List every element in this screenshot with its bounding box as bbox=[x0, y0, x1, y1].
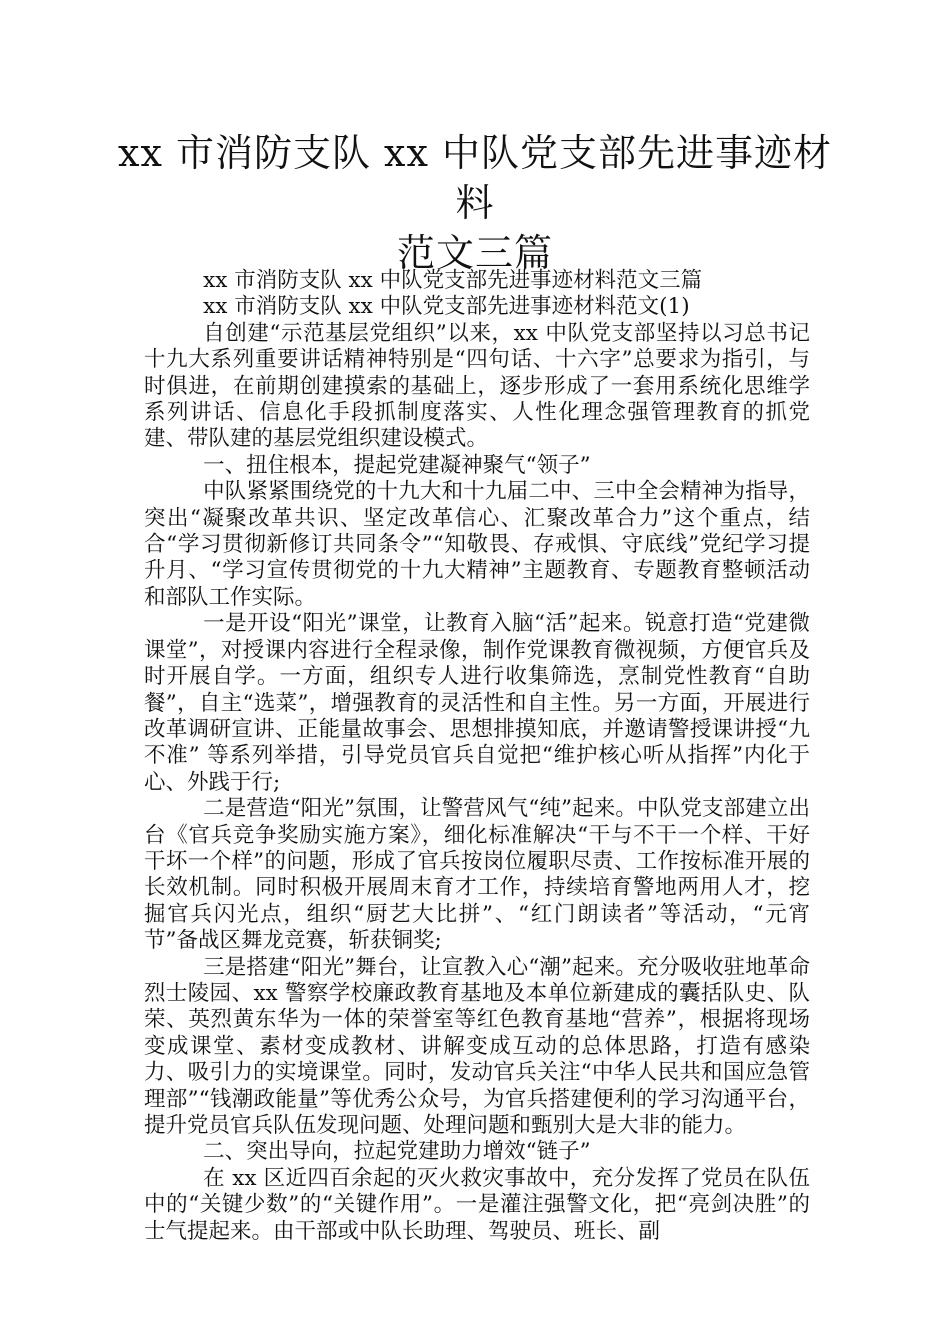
document-title bbox=[100, 128, 850, 278]
body-paragraph: 在 xx 区近四百余起的灭火救灾事故中，充分发挥了党员在队伍中的“关键少数”的“关键作用”。一是灌注强警文化，把“亮剑决胜”的士气提起来。由干部或中队长助理、驾驶员、班长、副 bbox=[144, 1165, 810, 1244]
document-body bbox=[144, 268, 810, 1245]
body-paragraph: 中队紧紧围绕党的十九大和十九届二中、三中全会精神为指导，突出“凝聚改革共识、坚定改革信心、汇聚改革合力”这个重点，结合“学习贯彻新修订共同条令”“知敬畏、存戒惧、守底线”党纪学习提升月、“学习宣传贯彻党的十九大精神”主题教育、专题教育整顿活动和部队工作实际。 bbox=[144, 479, 810, 610]
document-title-line-2: 范文三篇 bbox=[396, 231, 553, 275]
body-paragraph: 三是搭建“阳光”舞台，让宣教入心“潮”起来。充分吸收驻地革命烈士陵园、xx 警察学校廉政教育基地及本单位新建成的囊括队史、队荣、英烈黄东华为一体的荣誉室等红色教育基地“营养”，根据将现场变成课堂、素材变成教材、讲解变成互动的总体思路，打造有感染力、吸引力的实境课堂。同时，发动官兵关注“中华人民共和国应急管理部”“钱潮政能量”等优秀公众号，为官兵搭建便利的学习沟通平台，提升党员官兵队伍发现问题、处理问题和甄别大是大非的能力。 bbox=[144, 954, 810, 1138]
subtitle-paragraph: xx 市消防支队 xx 中队党支部先进事迹材料范文三篇 bbox=[203, 268, 703, 293]
document-title-line-1: xx 市消防支队 xx 中队党支部先进事迹材料 bbox=[118, 131, 832, 225]
body-paragraph: 一是开设“阳光”课堂，让教育入脑“活”起来。锐意打造“党建微课堂”，对授课内容进行全程录像，制作党课教育微视频，方便官兵及时开展自学。一方面，组织专人进行收集筛选，烹制党性教育“自助餐”，自主“选菜”，增强教育的灵活性和自主性。另一方面，开展进行改革调研宣讲、正能量故事会、思想排摸知底，并邀请警授课讲授“九不准” 等系列举措，引导党员官兵自觉把“维护核心听从指挥”内化于心、外践于行; bbox=[144, 611, 810, 795]
section-heading: 二、突出导向，拉起党建助力增效“链子” bbox=[203, 1139, 591, 1165]
section-heading: 一、扭住根本，提起党建凝神聚气“领子” bbox=[203, 452, 591, 478]
body-paragraph: 二是营造“阳光”氛围，让警营风气“纯”起来。中队党支部建立出台《官兵竞争奖励实施方案》，细化标准解决“干与不干一个样、干好干坏一个样”的问题，形成了官兵按岗位履职尽责、工作按标准开展的长效机制。同时积极开展周末育才工作，持续培育警地两用人才，挖掘官兵闪光点，组织“厨艺大比拼”、“红门朗读者”等活动，“元宵节”备战区舞龙竞赛，斩获铜奖; bbox=[144, 796, 810, 954]
body-paragraph: 自创建“示范基层党组织”以来，xx 中队党支部坚持以习总书记十九大系列重要讲话精神特别是“四句话、十六字”总要求为指引，与时俱进，在前期创建摸索的基础上，逐步形成了一套用系统化思维学系列讲话、信息化手段抓制度落实、人性化理念强管理教育的抓党建、带队建的基层党组织建设模式。 bbox=[144, 320, 810, 452]
section-heading-1: xx 市消防支队 xx 中队党支部先进事迹材料范文(1) bbox=[203, 294, 690, 320]
